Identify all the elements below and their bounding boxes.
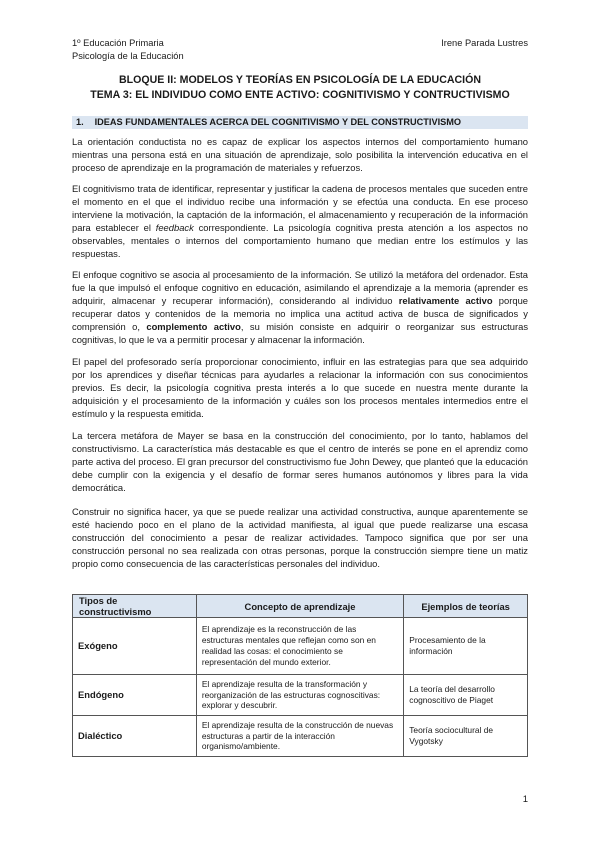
table-cell-example: Teoría sociocultural de Vygotsky: [404, 716, 528, 757]
section-heading-bar: [72, 116, 528, 129]
paragraph-enfoque-cognitivo: [72, 268, 528, 347]
bold-complemento-activo: complemento activo: [146, 321, 241, 333]
table-cell-concept: El aprendizaje resulta de la transformación y reorganización de las estructuras cognoscitivas: explorar y descubrir.: [196, 675, 403, 716]
table-cell-example: La teoría del desarrollo cognoscitivo de Piaget: [404, 675, 528, 716]
paragraph-text: , su misión consiste en adquirir o reorganizar sus estructuras cognitivas, lo que le va a permitir procesar y almacenar la información.: [72, 321, 529, 346]
table-cell-example: Procesamiento de la información: [404, 618, 528, 675]
table-cell-type: Exógeno: [73, 618, 197, 675]
table-row: [73, 716, 528, 757]
bold-relativamente-activo: relativamente activo: [398, 295, 493, 307]
paragraph-cognitivismo: [72, 182, 528, 261]
header-subject: Psicología de la Educación: [72, 51, 184, 61]
section-heading: IDEAS FUNDAMENTALES ACERCA DEL COGNITIVISMO Y DEL CONSTRUCTIVISMO: [94, 117, 462, 127]
paragraph-text: correspondiente. La psicología cognitiva presta atención a los aspectos no observables, mentales o internos del comportamiento humano que median entre los estímulos y las respuestas.: [72, 222, 528, 260]
paragraph-conductismo: La orientación conductista no es capaz de explicar los aspectos internos del comportamiento humano mientras una persona está en una situación de aprendizaje, solo posibilita la intervención educativa en el proceso de aprendizaje en la programación de materiales y refuerzos.: [72, 136, 528, 174]
table-cell-concept: El aprendizaje es la reconstrucción de las estructuras mentales que reflejan como son en realidad las cosas: el conocimiento se representación del mundo exterior.: [196, 618, 403, 675]
header-author: Irene Parada Lustres: [441, 38, 528, 48]
block-title: BLOQUE II: MODELOS Y TEORÍAS EN PSICOLOGÍA DE LA EDUCACIÓN: [119, 74, 481, 86]
topic-title: TEMA 3: EL INDIVIDUO COMO ENTE ACTIVO: COGNITIVISMO Y CONTRUCTIVISMO: [90, 89, 510, 101]
section-number: 1.: [76, 117, 84, 127]
page-number: 1: [522, 794, 528, 805]
header-course: 1º Educación Primaria: [72, 38, 164, 48]
table-header-row: [73, 595, 528, 618]
header-left: [72, 37, 184, 63]
paragraph-profesorado: El papel del profesorado sería proporcionar conocimiento, influir en las estrategias para que sea adquirido por los aprendices y diseñar técnicas para ayudarles a relacionar la información con sus conocimientos previos. Es decir, la psicología cognitiva presta interés a lo que sucede en nuestra mente durante la adquisición y el procesamiento de la información y cuáles son los procesos mentales intermedios entre el estímulo y la respuesta emitida.: [72, 356, 528, 420]
table-cell-type: Endógeno: [73, 675, 197, 716]
table-row: [73, 618, 528, 675]
table-header-cell: Tipos de constructivismo: [73, 595, 197, 618]
paragraph-text: porque recuperar datos y contenidos de la memoria no implica una actitud activa de busca de significados y comprensión o,: [72, 295, 528, 333]
emphasis-feedback: feedback: [155, 222, 194, 234]
table-cell-type: Dialéctico: [73, 716, 197, 757]
paragraph-construir: Construir no significa hacer, ya que se puede realizar una actividad constructiva, aunque aparentemente se esté haciendo poco en el plano de la actividad manifiesta, al igual que puede realizarse una escasa construcción del conocimiento a pesar de realizar actividades. Tampoco significa que por ser una construcción personal no sea realizada con otras personas, porque la construcción siempre tiene un matiz propio como consecuencia de las características personales del individuo.: [72, 506, 528, 570]
paragraph-mayer: La tercera metáfora de Mayer se basa en la construcción del conocimiento, por lo tanto, hablamos del constructivismo. La característica más destacable es que el centro de interés se pone en el aprendiz como parte activa del proceso. El gran precursor del constructivismo fue John Dewey, que planteó que la educación debe cumplir con la exigencia y el desafío de formar seres humanos autónomos y libres para la vida democrática.: [72, 430, 528, 494]
table-header-cell: Ejemplos de teorías: [404, 595, 528, 618]
constructivism-table: [72, 594, 528, 757]
paragraph-text: El enfoque cognitivo se asocia al procesamiento de la información. Se utilizó la metáfora del ordenador. Esta fue la que impulsó el enfoque cognitivo en educación, asimilando el aprendizaje a la memoria (aprender es adquirir, almacenar y recuperar información), considerando al individuo: [72, 269, 528, 307]
table-row: [73, 675, 528, 716]
paragraph-text: El cognitivismo trata de identificar, representar y justificar la cadena de procesos mentales que suceden entre el momento en el que el individuo recibe una información y se efectúa una conducta. En ese proceso interviene la motivación, la captación de la información, el almacenamiento y recuperación de la información para establecer el: [72, 183, 528, 234]
table-header-cell: Concepto de aprendizaje: [196, 595, 403, 618]
table-cell-concept: El aprendizaje resulta de la construcción de nuevas estructuras a partir de la interacción organismo/ambiente.: [196, 716, 403, 757]
